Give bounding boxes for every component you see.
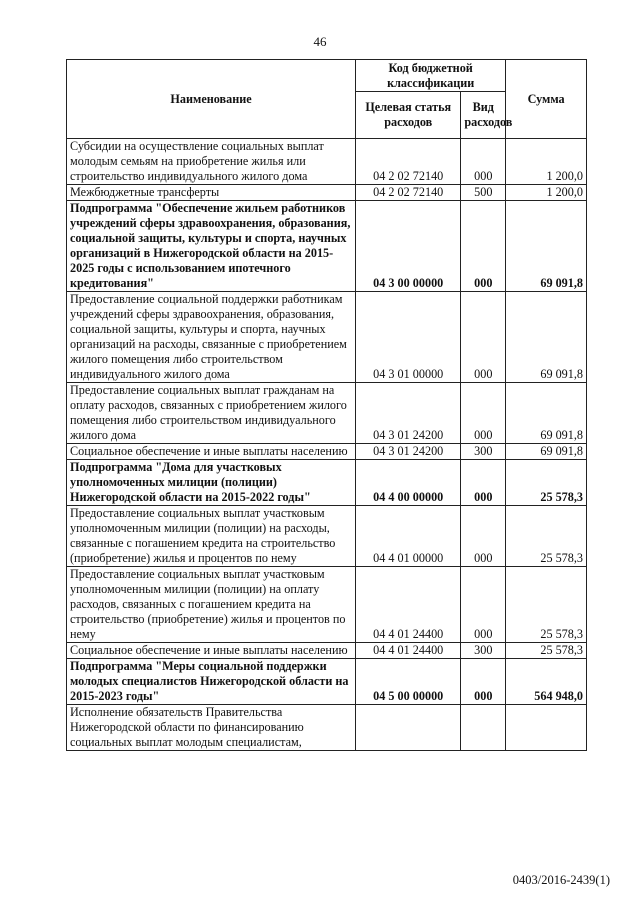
row-expense-kind: 000 <box>461 139 506 185</box>
row-name: Социальное обеспечение и иные выплаты населению <box>67 643 356 659</box>
row-expense-kind: 500 <box>461 185 506 201</box>
row-sum: 1 200,0 <box>506 185 587 201</box>
row-name: Субсидии на осуществление социальных выплат молодым семьям на приобретение жилья или строительство индивидуального жилого дома <box>67 139 356 185</box>
row-target-article: 04 3 01 24200 <box>356 383 461 444</box>
table-body <box>67 139 587 751</box>
row-target-article: 04 3 00 00000 <box>356 201 461 292</box>
row-name: Предоставление социальных выплат участковым уполномоченным милиции (полиции) на оплату расходов, связанных с погашением кредита на строительство (приобретение) жилья и процентов по нему <box>67 567 356 643</box>
row-expense-kind: 000 <box>461 567 506 643</box>
table-row <box>67 292 587 383</box>
row-sum: 25 578,3 <box>506 567 587 643</box>
table-row <box>67 444 587 460</box>
row-expense-kind: 000 <box>461 201 506 292</box>
header-expense-kind: Вид расходов <box>461 92 506 139</box>
document-code: 0403/2016-2439(1) <box>512 873 610 887</box>
row-target-article: 04 2 02 72140 <box>356 185 461 201</box>
row-expense-kind: 000 <box>461 506 506 567</box>
row-target-article: 04 4 01 24400 <box>356 643 461 659</box>
row-expense-kind: 300 <box>461 643 506 659</box>
row-name: Предоставление социальных выплат гражданам на оплату расходов, связанных с приобретением жилого помещения либо строительством индивидуального жилого дома <box>67 383 356 444</box>
table-row <box>67 383 587 444</box>
row-sum: 69 091,8 <box>506 383 587 444</box>
row-name: Исполнение обязательств Правительства Нижегородской области по финансированию социальных выплат молодым специалистам, <box>67 705 356 751</box>
row-sum: 69 091,8 <box>506 444 587 460</box>
row-target-article: 04 3 01 00000 <box>356 292 461 383</box>
row-sum: 25 578,3 <box>506 643 587 659</box>
table-row <box>67 643 587 659</box>
header-kbk: Код бюджетной классификации <box>356 60 506 92</box>
table-row <box>67 201 587 292</box>
table-header-row <box>67 60 587 92</box>
row-expense-kind: 000 <box>461 383 506 444</box>
row-sum: 69 091,8 <box>506 292 587 383</box>
row-name: Подпрограмма "Обеспечение жильем работников учреждений сферы здравоохранения, образования, социальной защиты, культуры и спорта, научных организаций в Нижегородской области на 2015-2025 годы с использованием ипотечного кредитования" <box>67 201 356 292</box>
row-expense-kind: 000 <box>461 460 506 506</box>
row-sum: 564 948,0 <box>506 659 587 705</box>
header-name: Наименование <box>67 60 356 139</box>
header-target-article: Целевая статья расходов <box>356 92 461 139</box>
row-sum: 25 578,3 <box>506 506 587 567</box>
header-sum: Сумма <box>506 60 587 139</box>
table-row <box>67 705 587 751</box>
row-target-article: 04 4 00 00000 <box>356 460 461 506</box>
page-number: 46 <box>313 34 327 49</box>
row-target-article <box>356 705 461 751</box>
row-target-article: 04 2 02 72140 <box>356 139 461 185</box>
row-name: Предоставление социальной поддержки работникам учреждений сферы здравоохранения, образования, социальной защиты, культуры и спорта, научных организаций на расходы, связанные с приобретением жилого помещения либо строительством индивидуального жилого дома <box>67 292 356 383</box>
row-sum: 69 091,8 <box>506 201 587 292</box>
row-name: Социальное обеспечение и иные выплаты населению <box>67 444 356 460</box>
row-name: Подпрограмма "Дома для участковых уполномоченных милиции (полиции) Нижегородской области на 2015-2022 годы" <box>67 460 356 506</box>
table-row <box>67 506 587 567</box>
row-sum: 25 578,3 <box>506 460 587 506</box>
row-name: Межбюджетные трансферты <box>67 185 356 201</box>
table-row <box>67 659 587 705</box>
row-target-article: 04 4 01 00000 <box>356 506 461 567</box>
row-expense-kind: 000 <box>461 292 506 383</box>
table-row <box>67 185 587 201</box>
table-row <box>67 139 587 185</box>
row-sum <box>506 705 587 751</box>
budget-table <box>66 59 587 751</box>
row-target-article: 04 4 01 24400 <box>356 567 461 643</box>
row-name: Подпрограмма "Меры социальной поддержки молодых специалистов Нижегородской области на 2015-2023 годы" <box>67 659 356 705</box>
row-expense-kind <box>461 705 506 751</box>
table-row <box>67 567 587 643</box>
row-sum: 1 200,0 <box>506 139 587 185</box>
row-name: Предоставление социальных выплат участковым уполномоченным милиции (полиции) на расходы, связанные с погашением кредита на строительство (приобретение) жилья и процентов по нему <box>67 506 356 567</box>
row-target-article: 04 5 00 00000 <box>356 659 461 705</box>
row-expense-kind: 300 <box>461 444 506 460</box>
table-row <box>67 460 587 506</box>
row-target-article: 04 3 01 24200 <box>356 444 461 460</box>
row-expense-kind: 000 <box>461 659 506 705</box>
